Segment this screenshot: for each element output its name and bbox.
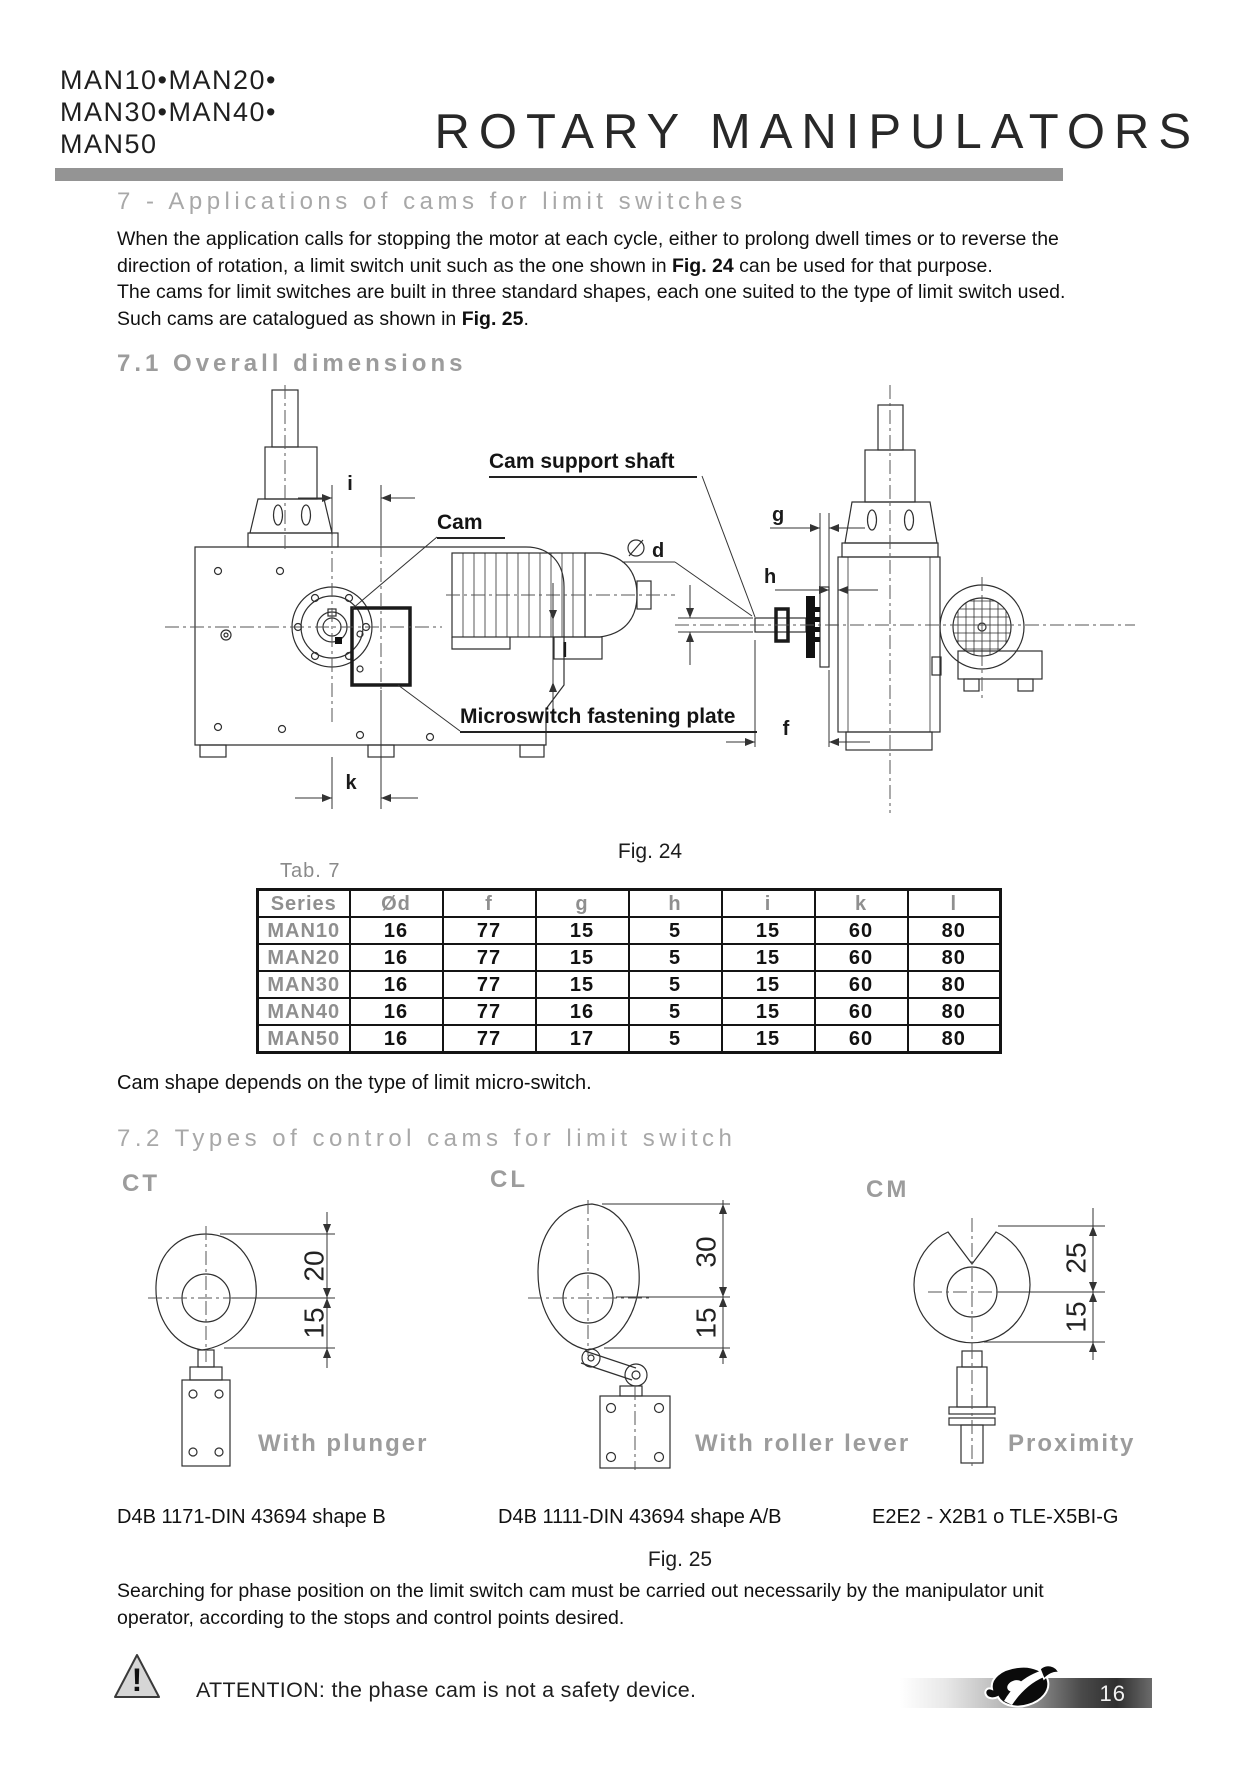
section-7-2-heading: 7.2 Types of control cams for limit switch bbox=[117, 1125, 737, 1152]
series-cell: MAN10 bbox=[258, 917, 350, 944]
value-cell: 5 bbox=[629, 998, 722, 1025]
table-row bbox=[258, 944, 1001, 971]
series-cell: MAN20 bbox=[258, 944, 350, 971]
value-cell: 15 bbox=[722, 998, 815, 1025]
side-view-drawing bbox=[622, 385, 1135, 813]
value-cell: 60 bbox=[815, 944, 908, 971]
cm-part-number: E2E2 - X2B1 o TLE-X5BI-G bbox=[872, 1506, 1119, 1528]
value-cell: 77 bbox=[443, 998, 536, 1025]
value-cell: 5 bbox=[629, 917, 722, 944]
value-cell: 80 bbox=[908, 917, 1001, 944]
dim-d-label: d bbox=[652, 540, 665, 562]
microswitch-plate-label: Microswitch fastening plate bbox=[460, 705, 757, 733]
value-cell: 16 bbox=[350, 971, 443, 998]
dimensions-table bbox=[256, 888, 1002, 1054]
footer-band bbox=[900, 1678, 1152, 1708]
col-header-f: f bbox=[443, 890, 536, 918]
title-underline-bar bbox=[55, 168, 1063, 181]
attention-text: ATTENTION: the phase cam is not a safety device. bbox=[196, 1678, 697, 1702]
value-cell: 16 bbox=[350, 917, 443, 944]
fig24-reference: Fig. 24 bbox=[671, 254, 734, 277]
col-header-l: l bbox=[908, 890, 1001, 918]
value-cell: 80 bbox=[908, 998, 1001, 1025]
paragraph-line: . bbox=[523, 307, 529, 330]
value-cell: 60 bbox=[815, 1025, 908, 1053]
table-row bbox=[258, 1025, 1001, 1053]
table-header-row bbox=[258, 890, 1001, 918]
dim-l-label: l bbox=[562, 640, 568, 662]
dim-g-label: g bbox=[772, 504, 785, 526]
value-cell: 16 bbox=[350, 1025, 443, 1053]
product-models bbox=[60, 64, 277, 160]
cam-code-cm: CM bbox=[866, 1176, 910, 1203]
ct-type-label: With plunger bbox=[258, 1430, 429, 1457]
fig25-reference: Fig. 25 bbox=[461, 307, 524, 330]
value-cell: 60 bbox=[815, 998, 908, 1025]
value-cell: 77 bbox=[443, 1025, 536, 1053]
series-cell: MAN40 bbox=[258, 998, 350, 1025]
ct-cam-drawing bbox=[148, 1212, 335, 1466]
cm-dim-15: 15 bbox=[1060, 1301, 1092, 1333]
value-cell: 15 bbox=[722, 917, 815, 944]
value-cell: 5 bbox=[629, 1025, 722, 1053]
table-row bbox=[258, 917, 1001, 944]
models-line-1: MAN10•MAN20• bbox=[60, 65, 277, 95]
cl-part-number: D4B 1111-DIN 43694 shape A/B bbox=[498, 1506, 782, 1528]
motor-fan-cover bbox=[940, 585, 1042, 691]
paragraph-line: can be used for that purpose. bbox=[733, 254, 993, 277]
value-cell: 5 bbox=[629, 944, 722, 971]
value-cell: 80 bbox=[908, 944, 1001, 971]
section-7-1-heading: 7.1 Overall dimensions bbox=[117, 350, 467, 377]
value-cell: 15 bbox=[536, 971, 629, 998]
table-row bbox=[258, 971, 1001, 998]
cm-cam-drawing bbox=[914, 1208, 1105, 1468]
cam-code-ct: CT bbox=[122, 1170, 160, 1197]
cl-dim-30: 30 bbox=[690, 1236, 722, 1268]
value-cell: 15 bbox=[722, 944, 815, 971]
value-cell: 5 bbox=[629, 971, 722, 998]
models-line-3: MAN50 bbox=[60, 129, 158, 159]
page-title: ROTARY MANIPULATORS bbox=[434, 105, 1200, 159]
series-cell: MAN30 bbox=[258, 971, 350, 998]
col-header-d: Ød bbox=[350, 890, 443, 918]
value-cell: 16 bbox=[350, 998, 443, 1025]
value-cell: 15 bbox=[536, 917, 629, 944]
cm-dim-25: 25 bbox=[1060, 1242, 1092, 1274]
phase-position-paragraph bbox=[117, 1578, 1044, 1631]
value-cell: 77 bbox=[443, 944, 536, 971]
col-header-k: k bbox=[815, 890, 908, 918]
cam-leader bbox=[352, 537, 437, 609]
value-cell: 80 bbox=[908, 971, 1001, 998]
front-view-drawing bbox=[165, 385, 755, 809]
paragraph-line: The cams for limit switches are built in three standard shapes, each one suited to the type of limit switch used. bbox=[117, 281, 1066, 303]
value-cell: 16 bbox=[350, 944, 443, 971]
col-header-i: i bbox=[722, 890, 815, 918]
value-cell: 15 bbox=[722, 1025, 815, 1053]
col-header-g: g bbox=[536, 890, 629, 918]
series-cell: MAN50 bbox=[258, 1025, 350, 1053]
dim-i-label: i bbox=[347, 473, 353, 495]
section-7-paragraph bbox=[117, 226, 1065, 332]
microswitch-plate-leader bbox=[398, 685, 460, 731]
value-cell: 77 bbox=[443, 971, 536, 998]
value-cell: 60 bbox=[815, 971, 908, 998]
col-header-series: Series bbox=[258, 890, 350, 918]
warning-triangle-icon bbox=[112, 1652, 162, 1700]
paragraph-line: When the application calls for stopping the motor at each cycle, either to prolong dwell times or to reverse the bbox=[117, 228, 1059, 250]
value-cell: 60 bbox=[815, 917, 908, 944]
warning-exclamation: ! bbox=[131, 1662, 143, 1698]
cl-type-label: With roller lever bbox=[695, 1430, 911, 1457]
cm-type-label: Proximity bbox=[1008, 1430, 1136, 1457]
section-7-heading: 7 - Applications of cams for limit switches bbox=[117, 188, 747, 215]
cam-support-shaft-label: Cam support shaft bbox=[489, 450, 697, 478]
paragraph-line: Searching for phase position on the limit switch cam must be carried out necessarily by the manipulator unit bbox=[117, 1580, 1044, 1602]
value-cell: 15 bbox=[536, 944, 629, 971]
cam-support-shaft-shape bbox=[755, 587, 838, 667]
cam-code-cl: CL bbox=[490, 1166, 528, 1193]
ct-dim-15: 15 bbox=[298, 1307, 330, 1339]
cl-dim-15: 15 bbox=[690, 1307, 722, 1339]
motor-front bbox=[452, 553, 651, 659]
cam-support-shaft-leader bbox=[702, 476, 755, 617]
value-cell: 77 bbox=[443, 917, 536, 944]
dim-f-label: f bbox=[782, 718, 790, 740]
value-cell: 17 bbox=[536, 1025, 629, 1053]
dim-k-label: k bbox=[345, 772, 357, 794]
value-cell: 16 bbox=[536, 998, 629, 1025]
brand-logo bbox=[982, 1661, 1062, 1715]
dim-h-label: h bbox=[764, 566, 777, 588]
cam-label: Cam bbox=[437, 511, 505, 539]
fig24-caption: Fig. 24 bbox=[617, 840, 683, 863]
fig25-caption: Fig. 25 bbox=[647, 1548, 713, 1571]
ct-part-number: D4B 1171-DIN 43694 shape B bbox=[117, 1506, 386, 1528]
paragraph-line: operator, according to the stops and control points desired. bbox=[117, 1606, 625, 1629]
tab7-label: Tab. 7 bbox=[280, 860, 341, 882]
ct-dim-20: 20 bbox=[298, 1250, 330, 1282]
value-cell: 80 bbox=[908, 1025, 1001, 1053]
diameter-symbol bbox=[628, 540, 644, 556]
cam-shape-note: Cam shape depends on the type of limit micro-switch. bbox=[117, 1072, 592, 1094]
page-number: 16 bbox=[1099, 1681, 1126, 1706]
paragraph-line: direction of rotation, a limit switch unit such as the one shown in bbox=[117, 254, 672, 277]
col-header-h: h bbox=[629, 890, 722, 918]
table-row bbox=[258, 998, 1001, 1025]
models-line-2: MAN30•MAN40• bbox=[60, 97, 277, 127]
value-cell: 15 bbox=[722, 971, 815, 998]
paragraph-line: Such cams are catalogued as shown in bbox=[117, 307, 462, 330]
